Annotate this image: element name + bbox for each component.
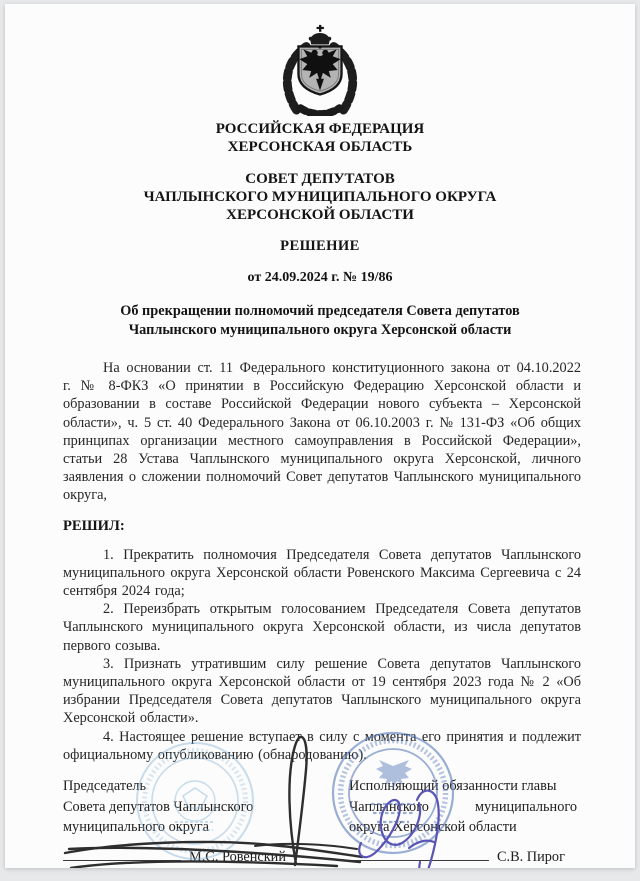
left-name-row xyxy=(63,847,313,868)
resolution-item-3: 3. Признать утратившим силу решение Совета депутатов Чаплынского муниципального округа Херсонской области от 19 сентября 2023 года № 2 «Об избрании Председателя Совета депутатов Чаплынского муниципального округа Херсонской области». xyxy=(63,655,581,727)
signature-block xyxy=(63,776,577,867)
header-region: ХЕРСОНСКАЯ ОБЛАСТЬ xyxy=(227,139,413,155)
header-council-line3: ХЕРСОНСКОЙ ОБЛАСТИ xyxy=(226,207,414,223)
left-signer-title-line1: Председатель xyxy=(63,778,147,795)
signature-right-column xyxy=(349,776,577,867)
right-signer-name: С.В. Пирог xyxy=(497,848,565,865)
doc-title xyxy=(60,302,580,340)
document-body xyxy=(63,359,581,505)
document-page xyxy=(5,4,635,868)
doc-title-line1: Об прекращении полномочий председателя Совета депутатов xyxy=(120,303,520,319)
right-signer-title-line1: Исполняющий обязанности главы xyxy=(349,778,557,795)
header-country: РОССИЙСКАЯ ФЕДЕРАЦИЯ xyxy=(215,121,425,137)
right-signer-title-line2: Чаплынского муниципального xyxy=(349,798,577,815)
left-signer-title-line3: муниципального округа xyxy=(63,819,210,836)
resolution-items xyxy=(63,546,581,764)
resolution-item-1: 1. Прекратить полномочия Председателя Совета депутатов Чаплынского муниципального округа Херсонской области Ровенского Максима Сергеевича с 24 сентября 2024 года; xyxy=(63,546,581,600)
doc-title-line2: Чаплынского муниципального округа Херсонской области xyxy=(128,322,512,338)
signature-left-column xyxy=(63,776,313,867)
left-signature-line xyxy=(63,848,181,861)
resolved-label: РЕШИЛ: xyxy=(63,517,125,534)
preamble-paragraph: На основании ст. 11 Федерального конституционного закона от 04.10.2022 г. № 8-ФКЗ «О принятии в Российскую Федерацию Херсонской области и образовании в составе Российской Федерации нового субъекта – Херсонской области», ч. 5 ст. 40 Федерального Закона от 06.10.2003 г. № 131-ФЗ «Об общих принципах организации местного самоуправления в Российской Федерации», статьи 28 Устава Чаплынского муниципального округа Херсонской, личного заявления о сложении полномочий Совет депутатов Чаплынского муниципального округа, xyxy=(63,360,581,504)
doc-type-label: РЕШЕНИЕ xyxy=(280,238,360,254)
kherson-oblast-coat-of-arms-icon xyxy=(261,22,379,116)
right-name-row xyxy=(349,847,577,868)
resolution-item-4: 4. Настоящее решение вступает в силу с момента его принятия и подлежит официальному опубликованию (обнародованию). xyxy=(63,728,581,763)
doc-date-number: от 24.09.2024 г. № 19/86 xyxy=(247,270,393,285)
header-council-line1: СОВЕТ ДЕПУТАТОВ xyxy=(245,171,395,187)
right-signature-line xyxy=(349,848,489,861)
emblem-container xyxy=(5,22,635,116)
right-signer-title-line3: округа Херсонской области xyxy=(349,819,517,836)
left-signer-title-line2: Совета депутатов Чаплынского xyxy=(63,798,254,815)
resolution-item-2: 2. Переизбрать открытым голосованием Председателя Совета депутатов Чаплынского муниципального округа Херсонской области, из числа депутатов первого созыва. xyxy=(63,601,581,654)
header-council-line2: ЧАПЛЫНСКОГО МУНИЦИПАЛЬНОГО ОКРУГА xyxy=(143,189,497,205)
left-signer-name: М.С. Ровенский xyxy=(189,848,286,865)
